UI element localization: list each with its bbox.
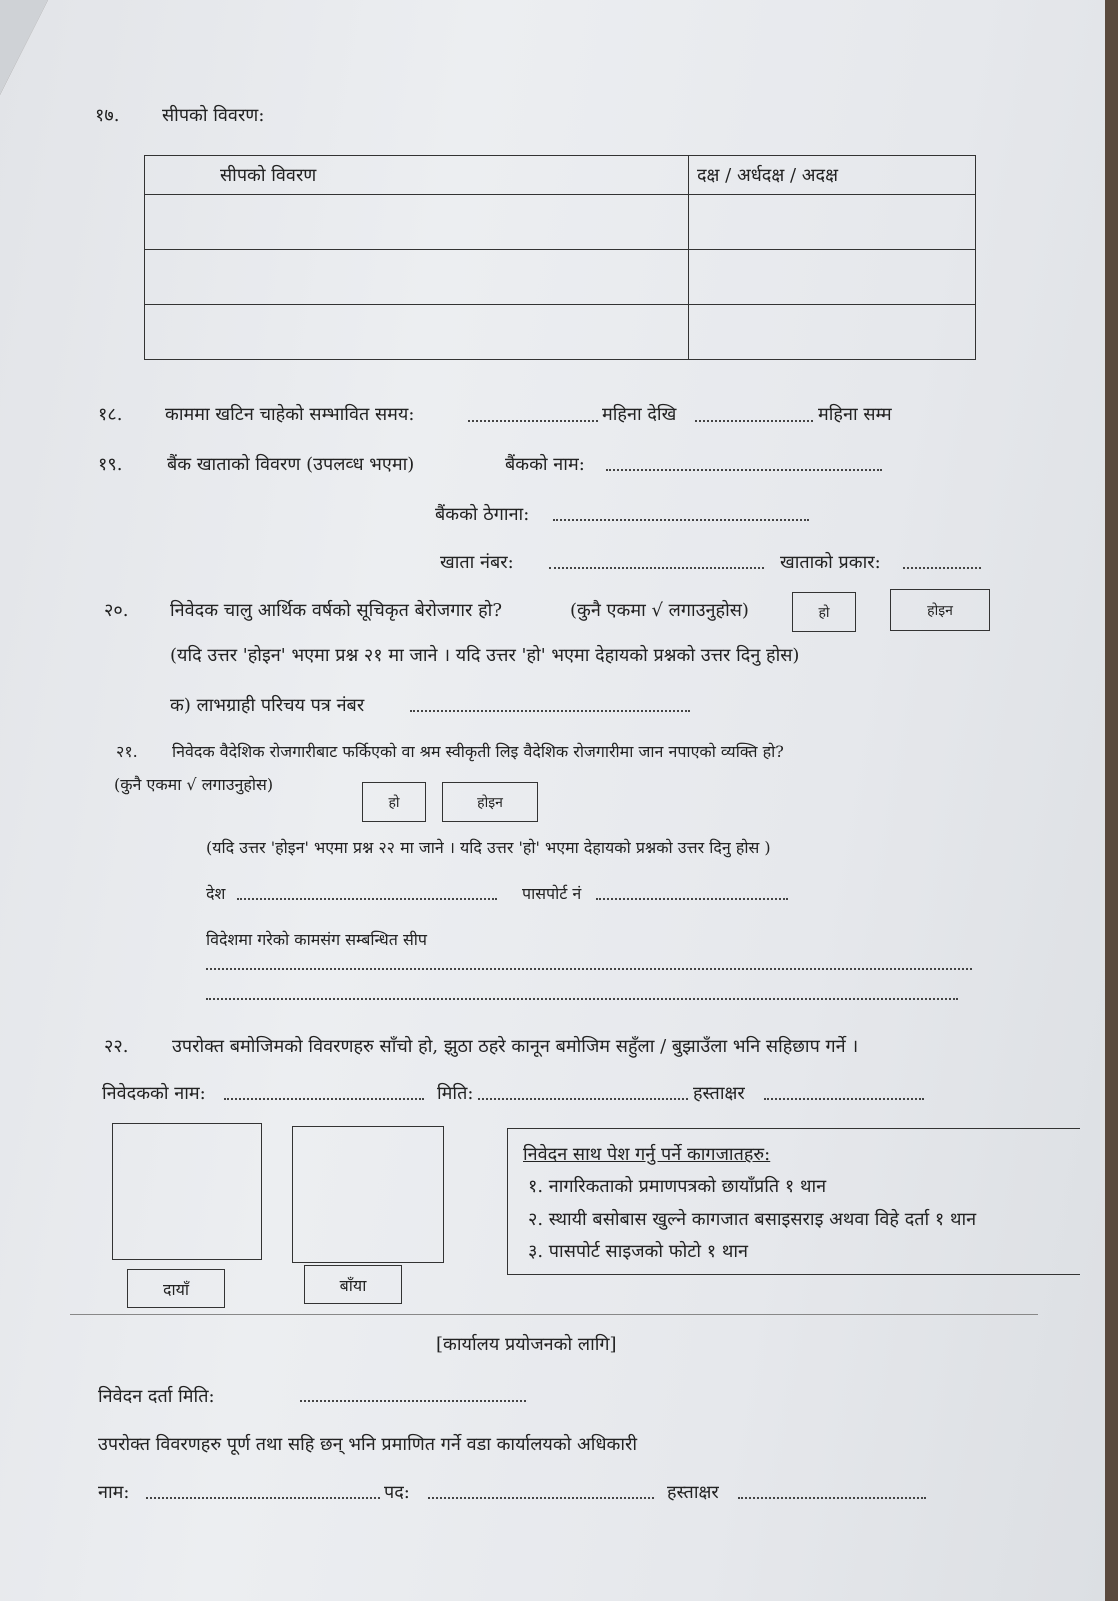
bank-address-field[interactable] [553, 517, 809, 521]
q20-label: निवेदक चालु आर्थिक वर्षको सूचिकृत बेरोजगार हो? [170, 600, 502, 621]
q20-note: (यदि उत्तर 'होइन' भएमा प्रश्न २१ मा जाने । यदि उत्तर 'हो' भएमा देहायको प्रश्नको उत्तर दिनु होस) [170, 645, 800, 666]
q21-no-checkbox[interactable]: होइन [442, 782, 538, 822]
table-header-row [145, 156, 976, 195]
q18-label: काममा खटिन चाहेको सम्भावित समय: [165, 404, 415, 425]
account-no-label: खाता नंबर: [440, 552, 514, 573]
q17-label: सीपको विवरण: [162, 105, 265, 126]
q21-number: २१. [116, 742, 138, 761]
q18-from: महिना देखि [602, 404, 677, 425]
q21-instruction: (कुनै एकमा √ लगाउनुहोस) [114, 775, 274, 794]
country-field[interactable] [237, 896, 497, 900]
table-cell[interactable] [145, 195, 689, 250]
q20-no-checkbox[interactable]: होइन [890, 589, 990, 631]
table-cell[interactable] [145, 250, 689, 305]
skill-abroad-field-1[interactable] [206, 966, 972, 970]
q18-to: महिना सम्म [818, 404, 892, 425]
applicant-name-label: निवेदकको नाम: [102, 1083, 206, 1104]
officer-name-field[interactable] [146, 1495, 380, 1499]
documents-panel [507, 1128, 1080, 1275]
bank-name-label: बैंकको नाम: [505, 454, 585, 475]
applicant-name-field[interactable] [224, 1096, 424, 1100]
q22-label: उपरोक्त बमोजिमको विवरणहरु साँचो हो, झुठा ठहरे कानून बमोजिम सहुँला / बुझाउँला भनि सहिछाप गर्ने । [172, 1036, 859, 1057]
passport-field[interactable] [596, 896, 788, 900]
divider [70, 1314, 1038, 1315]
signature-field[interactable] [764, 1096, 924, 1100]
end-month-field[interactable] [695, 418, 813, 422]
table-cell[interactable] [689, 195, 976, 250]
account-type-field[interactable] [903, 565, 981, 569]
documents-title: निवेदन साथ पेश गर्नु पर्ने कागजातहरु: [523, 1144, 771, 1165]
right-thumb-label: दायाँ [127, 1269, 225, 1308]
table-row[interactable] [145, 250, 976, 305]
officer-signature-field[interactable] [738, 1495, 926, 1499]
reg-date-label: निवेदन दर्ता मिति: [98, 1386, 215, 1407]
skill-level-header: दक्ष / अर्धदक्ष / अदक्ष [689, 156, 976, 195]
table-cell[interactable] [689, 305, 976, 360]
q18-number: १८. [98, 404, 123, 425]
officer-name-label: नाम: [98, 1482, 130, 1503]
left-thumb-label: बाँया [304, 1265, 402, 1304]
officer-signature-label: हस्ताक्षर [667, 1482, 719, 1503]
q17-number: १७. [95, 105, 120, 126]
country-label: देश [206, 884, 226, 903]
q21-label: निवेदक वैदेशिक रोजगारीबाट फर्किएको वा श्रम स्वीकृती लिइ वैदेशिक रोजगारीमा जान नपाएको व्यक्ति हो? [172, 742, 784, 761]
skill-desc-header: सीपको विवरण [145, 156, 689, 195]
q19-label: बैंक खाताको विवरण (उपलव्ध भएमा) [167, 454, 415, 475]
bank-address-label: बैंकको ठेगाना: [435, 504, 530, 525]
skill-abroad-label: विदेशमा गरेको कामसंग सम्बन्धित सीप [206, 930, 428, 949]
skill-abroad-field-2[interactable] [206, 996, 958, 1000]
document-item: १. नागरिकताको प्रमाणपत्रको छायाँप्रति १ थान [528, 1176, 827, 1197]
right-thumb-box[interactable] [112, 1123, 262, 1260]
q21-yes-checkbox[interactable]: हो [362, 782, 426, 822]
passport-label: पासपोर्ट नं [522, 884, 582, 903]
q20-sub-a-label: क) लाभग्राही परिचय पत्र नंबर [170, 695, 365, 716]
account-type-label: खाताको प्रकार: [780, 552, 881, 573]
officer-post-label: पद: [384, 1482, 410, 1503]
beneficiary-card-field[interactable] [410, 708, 690, 712]
table-cell[interactable] [689, 250, 976, 305]
date-label: मिति: [437, 1083, 474, 1104]
bank-name-field[interactable] [606, 467, 882, 471]
reg-date-field[interactable] [300, 1398, 526, 1402]
q22-number: २२. [104, 1036, 129, 1057]
q20-number: २०. [104, 600, 129, 621]
date-field[interactable] [478, 1096, 688, 1100]
signature-label: हस्ताक्षर [693, 1083, 745, 1104]
document-item: ३. पासपोर्ट साइजको फोटो १ थान [528, 1241, 748, 1262]
officer-post-field[interactable] [428, 1495, 654, 1499]
start-month-field[interactable] [468, 418, 598, 422]
office-heading: [कार्यालय प्रयोजनको लागि] [436, 1334, 617, 1355]
document-item: २. स्थायी बसोबास खुल्ने कागजात बसाइसराइ अथवा विहे दर्ता १ थान [528, 1209, 977, 1230]
table-row[interactable] [145, 305, 976, 360]
account-no-field[interactable] [549, 565, 764, 569]
left-thumb-box[interactable] [292, 1126, 444, 1263]
q20-yes-checkbox[interactable]: हो [792, 592, 856, 632]
q19-number: १९. [98, 454, 123, 475]
table-row[interactable] [145, 195, 976, 250]
q21-note: (यदि उत्तर 'होइन' भएमा प्रश्न २२ मा जाने । यदि उत्तर 'हो' भएमा देहायको प्रश्नको उत्तर दिनु होस ) [206, 838, 771, 857]
skill-table [144, 155, 976, 360]
q20-instruction: (कुनै एकमा √ लगाउनुहोस) [570, 600, 749, 621]
table-cell[interactable] [145, 305, 689, 360]
certify-text: उपरोक्त विवरणहरु पूर्ण तथा सहि छन् भनि प्रमाणित गर्ने वडा कार्यालयको अधिकारी [98, 1434, 638, 1455]
